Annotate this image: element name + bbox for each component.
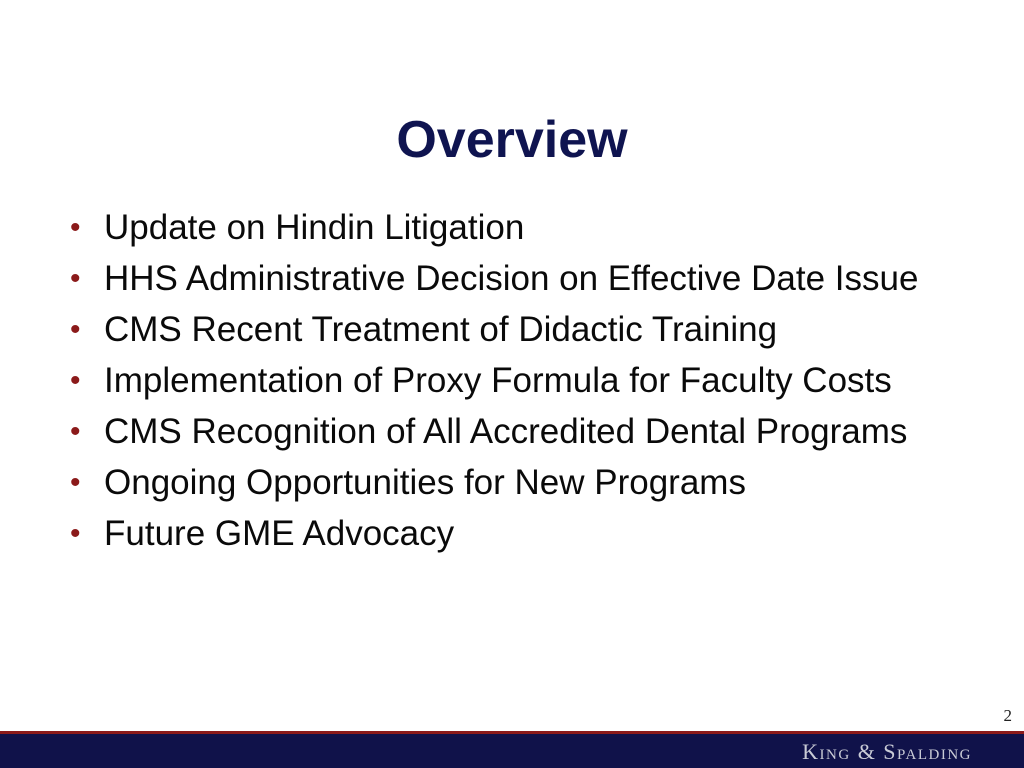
bullet-dot-icon: • [70, 313, 81, 346]
bullet-dot-icon: • [70, 466, 81, 499]
bullet-item [70, 308, 950, 351]
bullet-text: Update on Hindin Litigation [104, 208, 525, 247]
bullet-dot-icon: • [70, 262, 81, 295]
footer-bar [0, 731, 1024, 768]
bullet-item [70, 410, 950, 453]
bullet-text: Future GME Advocacy [104, 514, 455, 553]
bullet-text: CMS Recognition of All Accredited Dental Programs [104, 412, 908, 451]
bullet-text: HHS Administrative Decision on Effective Date Issue [104, 259, 919, 298]
bullet-item [70, 257, 950, 300]
page-number: 2 [1003, 706, 1012, 725]
bullet-text: CMS Recent Treatment of Didactic Training [104, 310, 778, 349]
bullet-dot-icon: • [70, 364, 81, 397]
bullet-text: Implementation of Proxy Formula for Faculty Costs [104, 361, 892, 400]
firm-logo: King & Spalding [802, 739, 972, 764]
slide-title: Overview [396, 111, 628, 169]
bullet-list [70, 206, 950, 563]
bullet-dot-icon: • [70, 211, 81, 244]
bullet-item [70, 359, 950, 402]
bullet-dot-icon: • [70, 415, 81, 448]
bullet-item [70, 461, 950, 504]
bullet-item [70, 206, 950, 249]
bullet-dot-icon: • [70, 517, 81, 550]
bullet-item [70, 512, 950, 555]
bullet-text: Ongoing Opportunities for New Programs [104, 463, 746, 502]
